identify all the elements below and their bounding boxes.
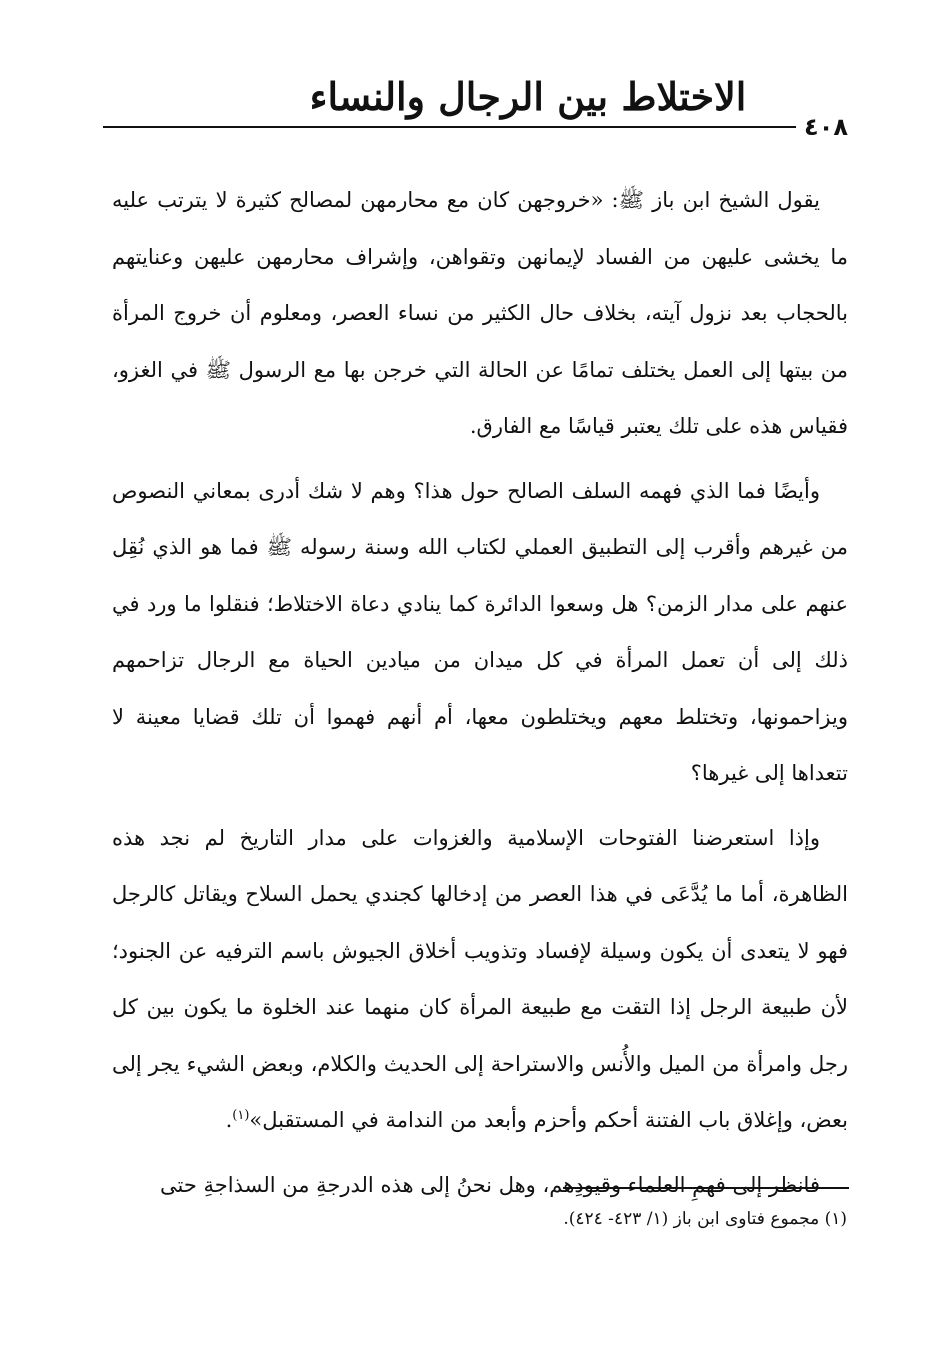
footnote: (١) مجموع فتاوى ابن باز (١/ ٤٢٣- ٤٢٤). xyxy=(563,1209,847,1229)
paragraph-1: يقول الشيخ ابن باز ﷺ: «خروجهن كان مع محارمهن لمصالح كثيرة لا يترتب عليه ما يخشى عليهن من الفساد لإيمانهن وتقواهن، وإشراف محارمهن عليهن وعنايتهم بالحجاب بعد نزول آيته، بخلاف حال الكثير من نساء العصر، ومعلوم أن خروج المرأة من بيتها إلى العمل يختلف تمامًا عن الحالة التي خرجن بها مع الرسول ﷺ في الغزو، فقياس هذه على تلك يعتبر قياسًا مع الفارق. xyxy=(112,188,848,438)
paragraph-3-text: وإذا استعرضنا الفتوحات الإسلامية والغزوات على مدار التاريخ لم نجد هذه الظاهرة، أما ما يُدَّعَى في هذا العصر من إدخالها كجندي يحمل السلاح ويقاتل كالرجل فهو لا يتعدى أن يكون وسيلة لإفساد وتذويب أخلاق الجيوش باسم الترفيه عن الجنود؛ لأن طبيعة الرجل إذا التقت مع طبيعة المرأة كان منهما عند الخلوة ما يكون بين كل رجل وامرأة من الميل والأُنس والاستراحة إلى الحديث والكلام، وبعض الشيء يجر إلى بعض، وإغلاق باب الفتنة أحكم وأحزم وأبعد من الندامة في المستقبل» xyxy=(112,825,848,1132)
footnote-rule xyxy=(563,1187,849,1189)
paragraph-4: فانظر إلى فهمِ العلماء وقيودِهم، وهل نحنُ إلى هذه الدرجةِ من السذاجةِ حتى xyxy=(159,1172,820,1197)
header-title: الاختلاط بين الرجال والنساء xyxy=(309,74,747,119)
paragraph-2: وأيضًا فما الذي فهمه السلف الصالح حول هذا؟ وهم لا شك أدرى بمعاني النصوص من غيرهم وأقرب إلى التطبيق العملي لكتاب الله وسنة رسوله ﷺ فما هو الذي نُقِل عنهم على مدار الزمن؟ هل وسعوا الدائرة كما ينادي دعاة الاختلاط؛ فنقلوا ما ورد في ذلك إلى أن تعمل المرأة في كل ميدان من ميادين الحياة مع الرجال تزاحمهم ويزاحمونها، وتختلط معهم ويختلطون معها، أم أنهم فهموا أن تلك قضايا معينة لا تتعداها إلى غيرها؟ xyxy=(112,478,848,785)
page-number: ٤٠٨ xyxy=(796,112,848,142)
body-text xyxy=(112,172,848,1221)
paragraph-3: وإذا استعرضنا الفتوحات الإسلامية والغزوات على مدار التاريخ لم نجد هذه الظاهرة، أما ما يُدَّعَى في هذا العصر من إدخالها كجندي يحمل السلاح ويقاتل كالرجل فهو لا يتعدى أن يكون وسيلة لإفساد وتذويب أخلاق الجيوش باسم الترفيه عن الجنود؛ لأن طبيعة الرجل إذا التقت مع طبيعة المرأة كان منهما عند الخلوة ما يكون بين كل رجل وامرأة من الميل والأُنس والاستراحة إلى الحديث والكلام، وبعض الشيء يجر إلى بعض، وإغلاق باب الفتنة أحكم وأحزم وأبعد من الندامة في المستقبل»$^{(١)}$. xyxy=(112,825,848,1132)
footnote-reference: (١) xyxy=(232,1108,250,1123)
header-rule xyxy=(103,126,848,128)
running-header xyxy=(103,70,848,150)
